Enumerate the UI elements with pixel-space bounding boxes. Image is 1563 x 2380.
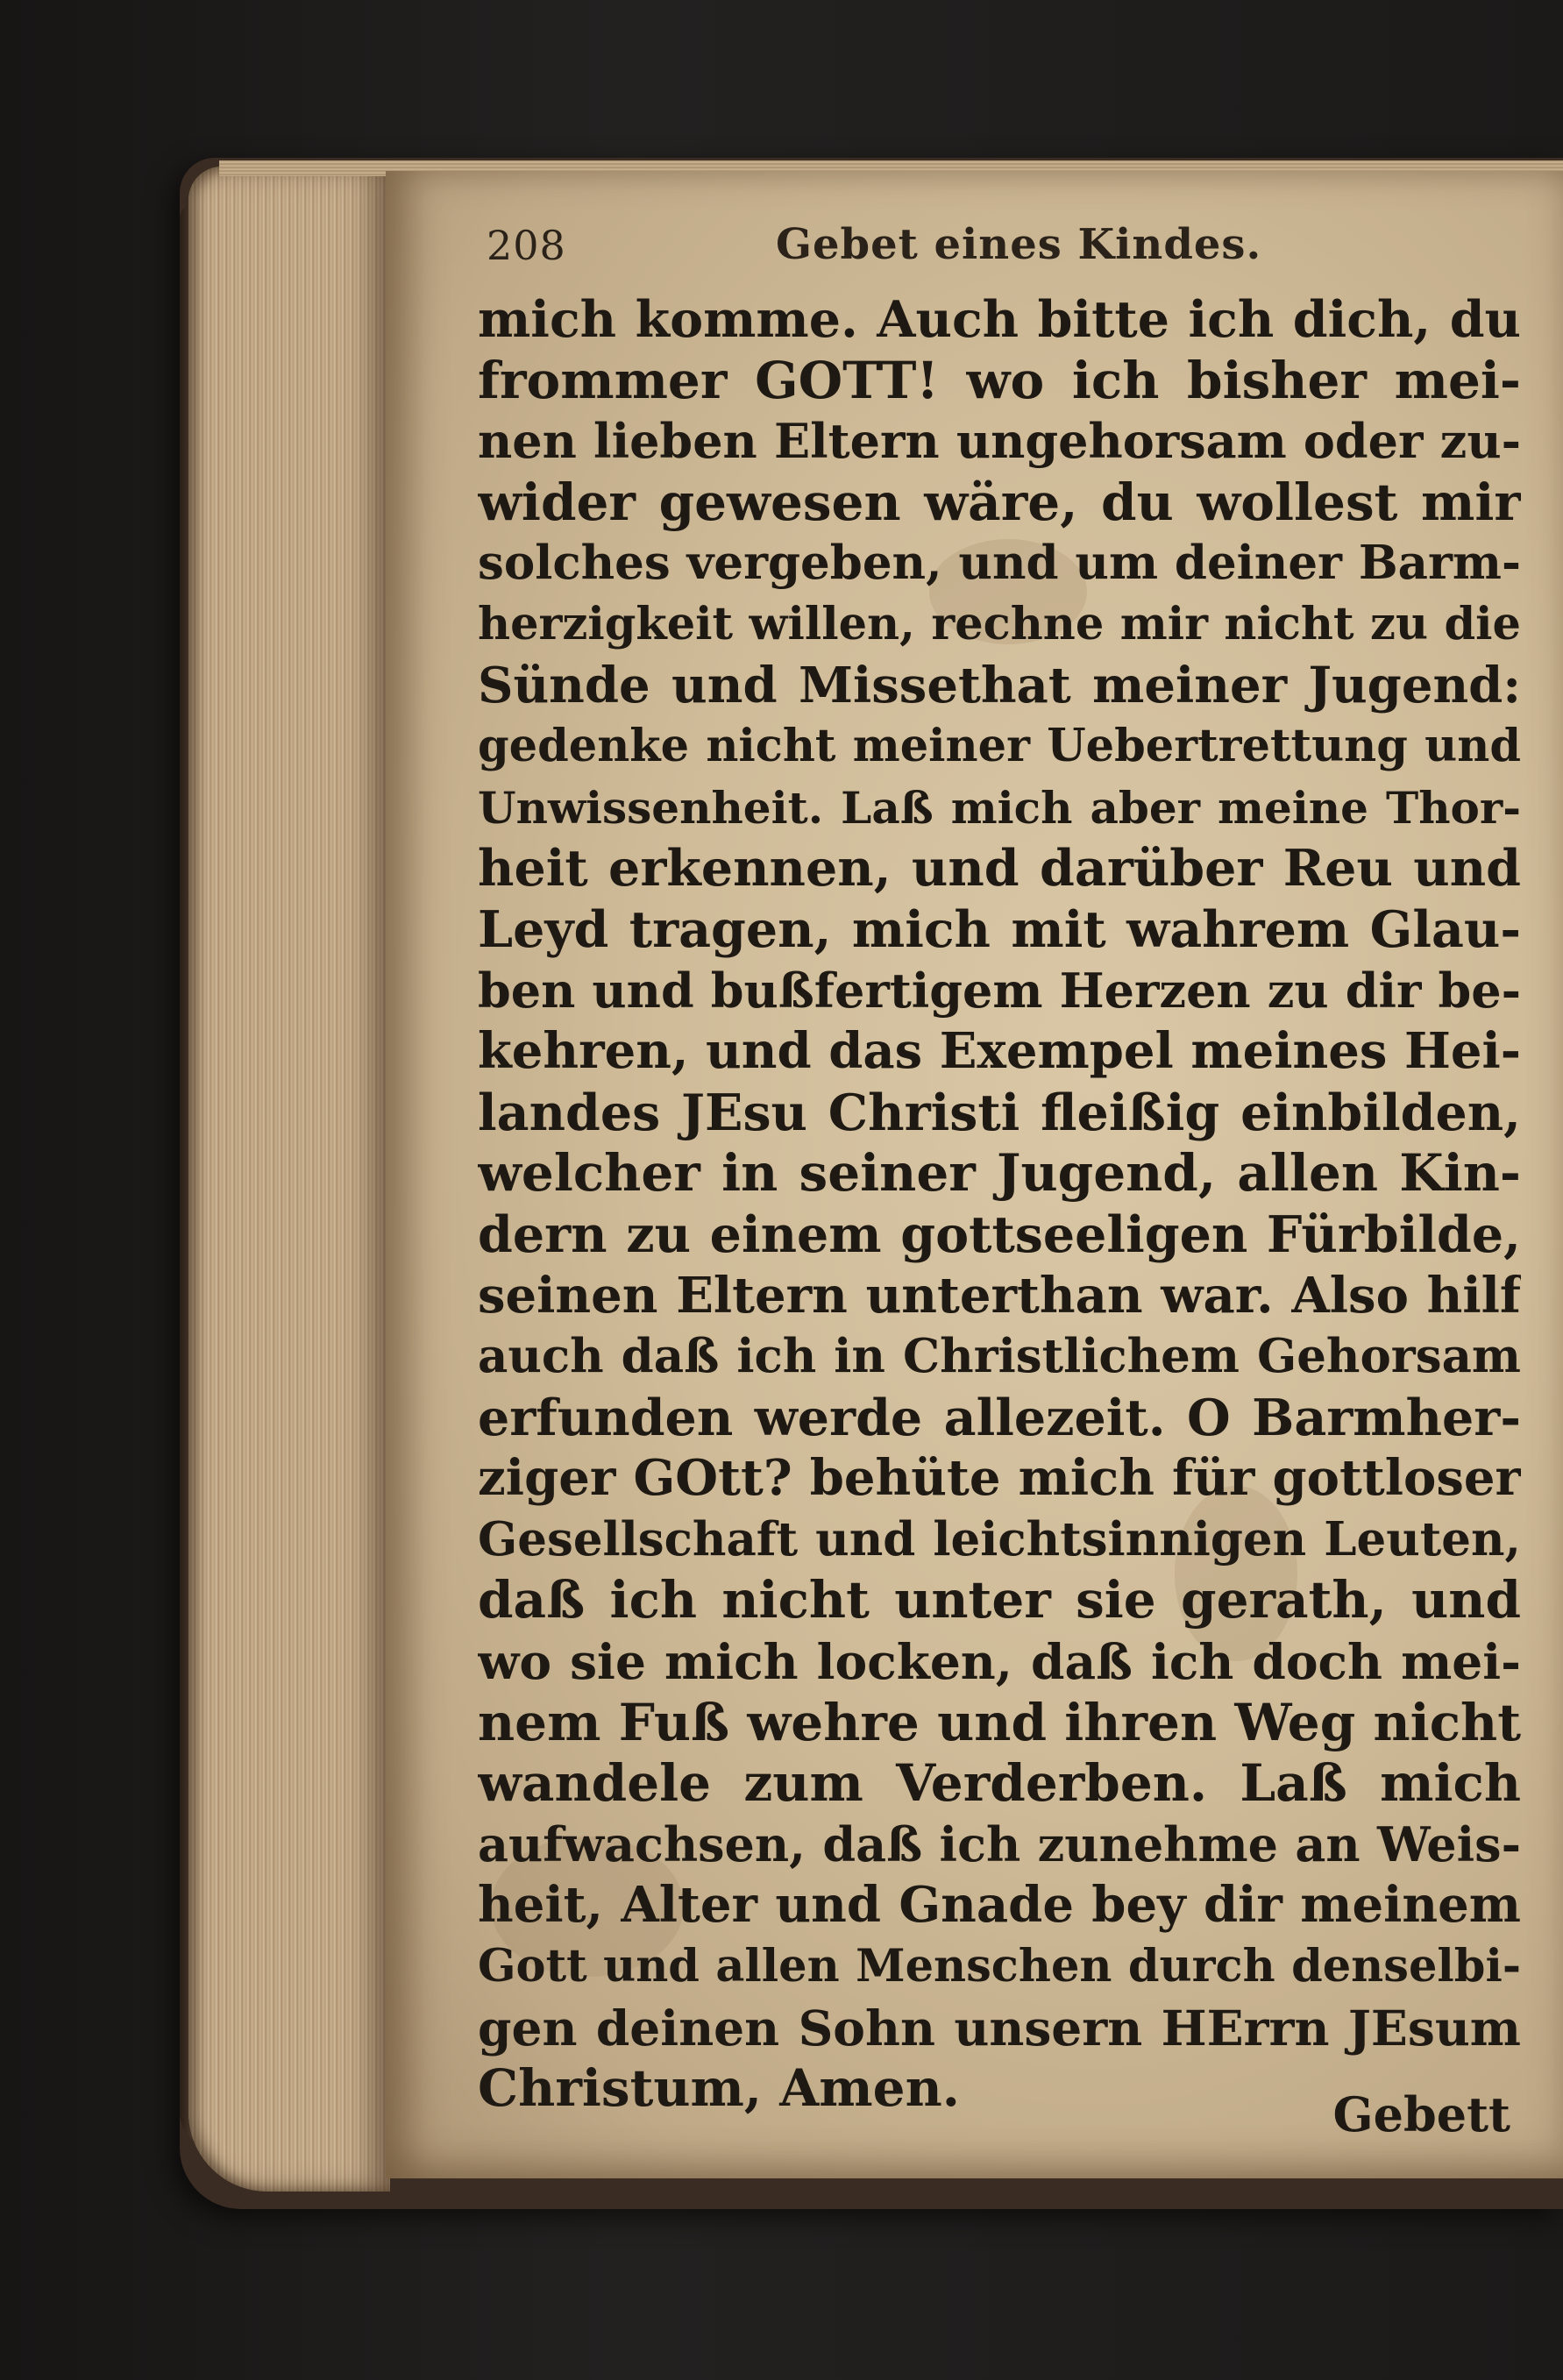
text-line: wider gewesen wäre, du wollest mir [478,472,1521,532]
text-line: ziger GOtt? behüte mich für gottloser [478,1449,1521,1508]
body-text [478,289,1521,2120]
text-line: Christum, Amen. [478,2058,960,2119]
text-line: erfunden werde allezeit. O Barmher- [478,1388,1521,1447]
text-line: gen deinen Sohn unsern HErrn JEsum [478,1999,1521,2057]
text-line: herzigkeit willen, rechne mir nicht zu die [478,597,1521,650]
text-line: Sünde und Missethat meiner Jugend: [478,656,1521,714]
text-line: gedenke nicht meiner Uebertrettung und [478,720,1521,773]
text-line: solches vergeben, und um deiner Barm- [478,536,1521,591]
text-line: mich komme. Auch bitte ich dich, du [478,290,1521,349]
text-line: heit erkennen, und darüber Reu und [478,839,1521,899]
text-line: auch daß ich in Christlichem Gehorsam [478,1329,1521,1384]
text-line: Unwissenheit. Laß mich aber meine Thor- [478,781,1521,834]
text-line: Gesellschaft und leichtsinnigen Leuten, [478,1511,1521,1567]
page-header [487,215,1521,276]
page-fore-edge [188,167,390,2192]
text-line: wo sie mich locken, daß ich doch mei- [478,1633,1521,1691]
catchword: Gebett [1332,2086,1510,2142]
text-line: landes JEsu Christi fleißig einbilden, [478,1083,1521,1142]
page-number: 208 [487,222,566,269]
text-line: Gott und allen Menschen durch denselbi- [478,1940,1521,1993]
text-line: Leyd tragen, mich mit wahrem Glau- [478,899,1521,959]
text-line: welcher in seiner Jugend, allen Kin- [478,1143,1521,1204]
text-line: frommer GOTT! wo ich bisher mei- [478,350,1521,410]
text-line: seinen Eltern unterthan war. Also hilf [478,1266,1521,1325]
text-line: kehren, und das Exempel meines Hei- [478,1022,1521,1081]
text-line: dern zu einem gottseeligen Fürbilde, [478,1204,1521,1264]
text-line: aufwachsen, daß ich zunehme an Weis- [478,1815,1521,1872]
text-line: nem Fuß wehre und ihren Weg nicht [478,1692,1521,1752]
text-line: daß ich nicht unter sie gerath, und [478,1570,1521,1630]
text-line: wandele zum Verderben. Laß mich [478,1753,1521,1814]
text-line: ben und bußfertigem Herzen zu dir be- [478,962,1521,1019]
running-title: Gebet eines Kindes. [776,220,1262,269]
text-line: heit, Alter und Gnade bey dir meinem [478,1876,1521,1935]
text-line: nen lieben Eltern ungehorsam oder zu- [478,413,1521,470]
